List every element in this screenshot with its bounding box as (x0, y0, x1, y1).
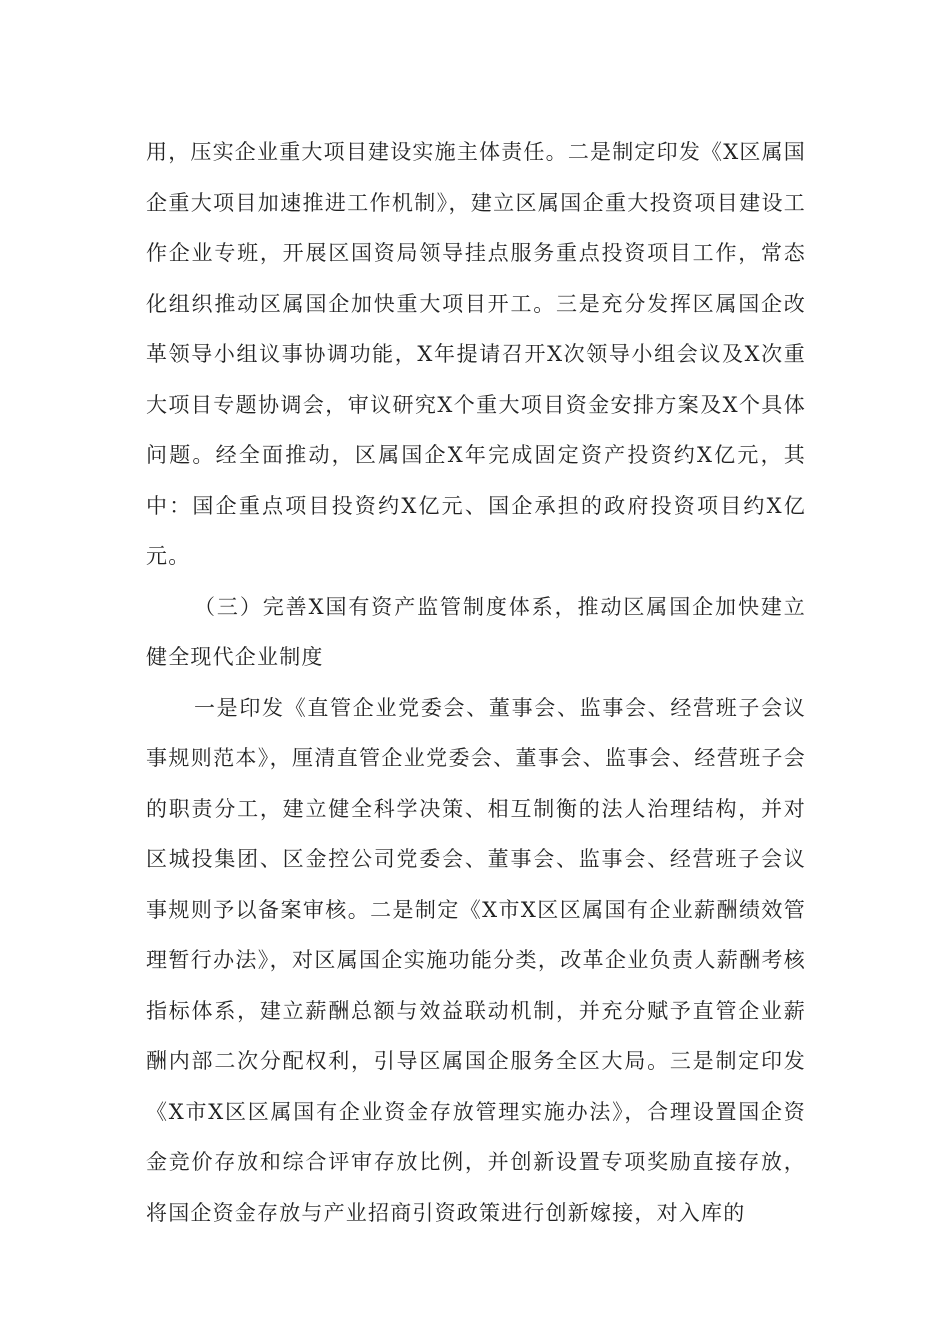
document-body (146, 127, 806, 1238)
paragraph-body: 一是印发《直管企业党委会、董事会、监事会、经营班子会议事规则范本》，厘清直管企业党委会、董事会、监事会、经营班子会的职责分工，建立健全科学决策、相互制衡的法人治理结构，并对区城投集团、区金控公司党委会、董事会、监事会、经营班子会议事规则予以备案审核。二是制定《X市X区区属国有企业薪酬绩效管理暂行办法》，对区属国企实施功能分类，改革企业负责人薪酬考核指标体系，建立薪酬总额与效益联动机制，并充分赋予直管企业薪酬内部二次分配权利，引导区属国企服务全区大局。三是制定印发《X市X区区属国有企业资金存放管理实施办法》，合理设置国企资金竞价存放和综合评审存放比例，并创新设置专项奖励直接存放，将国企资金存放与产业招商引资政策进行创新嫁接，对入库的 (146, 695, 806, 1225)
section-heading: （三）完善X国有资产监管制度体系，推动区属国企加快建立健全现代企业制度 (146, 594, 806, 669)
paragraph-continuation: 用，压实企业重大项目建设实施主体责任。二是制定印发《X区属国企重大项目加速推进工作机制》，建立区属国企重大投资项目建设工作企业专班，开展区国资局领导挂点服务重点投资项目工作，常态化组织推动区属国企加快重大项目开工。三是充分发挥区属国企改革领导小组议事协调功能，X年提请召开X次领导小组会议及X次重大项目专题协调会，审议研究X个重大项目资金安排方案及X个具体问题。经全面推动，区属国企X年完成固定资产投资约X亿元，其中：国企重点项目投资约X亿元、国企承担的政府投资项目约X亿元。 (146, 140, 806, 568)
